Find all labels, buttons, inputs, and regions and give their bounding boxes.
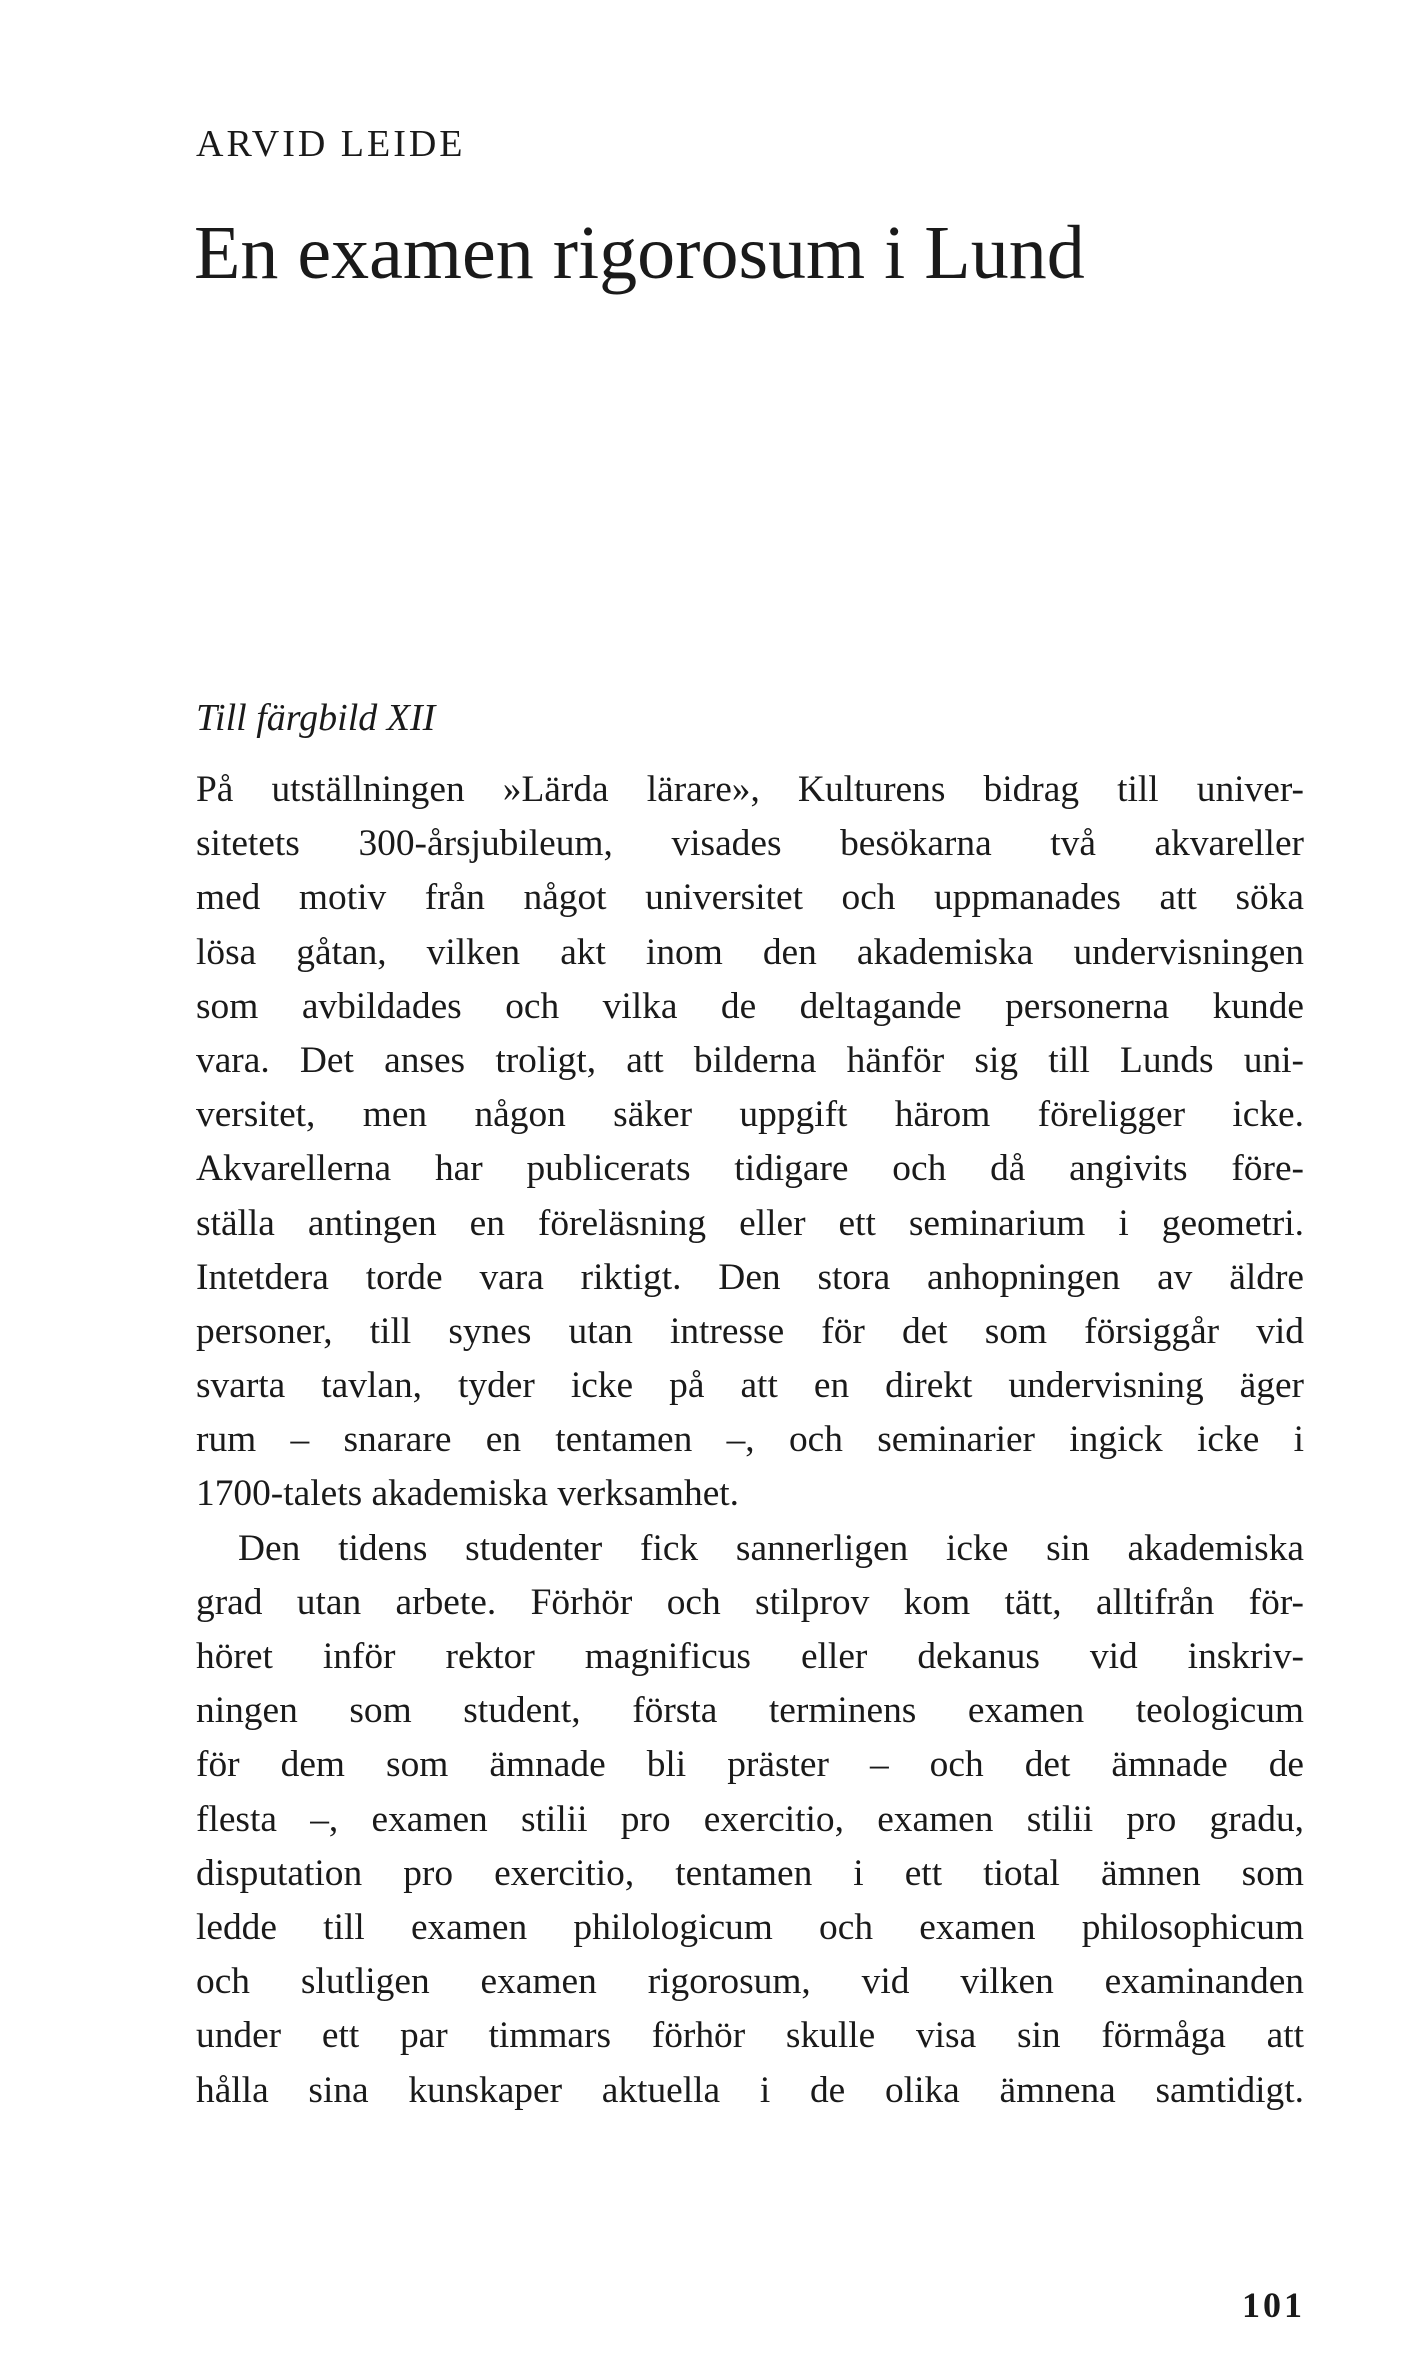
text-line: och slutligen examen rigorosum, vid vilken examinanden <box>196 1961 1304 2003</box>
paragraph-1 <box>196 763 1304 1522</box>
text-line: för dem som ämnade bli präster – och det ämnade de <box>196 1744 1304 1786</box>
text-line: På utställningen »Lärda lärare», Kulturens bidrag till univer- <box>196 769 1304 810</box>
text-line: hålla sina kunskaper aktuella i de olika ämnena samtidigt. <box>196 2069 1304 2111</box>
paragraph-2 <box>196 1522 1304 2118</box>
text-line: lösa gåtan, vilken akt inom den akademiska undervisningen <box>196 931 1304 973</box>
text-line: ställa antingen en föreläsning eller ett seminarium i geometri. <box>196 1202 1304 1244</box>
text-line: svarta tavlan, tyder icke på att en direkt undervisning äger <box>196 1365 1304 1407</box>
text-line: vara. Det anses troligt, att bilderna hänför sig till Lunds uni- <box>196 1039 1304 1081</box>
text-line: höret inför rektor magnificus eller dekanus vid inskriv- <box>196 1636 1304 1677</box>
page-number: 101 <box>1242 2285 1305 2325</box>
text-line: ningen som student, första terminens examen teologicum <box>196 1690 1304 1732</box>
text-line: 1700-talets akademiska verksamhet. <box>196 1473 740 1515</box>
text-line: som avbildades och vilka de deltagande personerna kunde <box>196 985 1304 1027</box>
text-line: rum – snarare en tentamen –, och seminarier ingick icke i <box>196 1419 1304 1461</box>
author-name: ARVID LEIDE <box>196 123 466 165</box>
body-text <box>196 763 1304 2118</box>
text-line: flesta –, examen stilii pro exercitio, examen stilii pro gradu, <box>196 1798 1304 1840</box>
text-line: under ett par timmars förhör skulle visa sin förmåga att <box>196 2015 1304 2057</box>
text-line: Den tidens studenter fick sannerligen icke sin akademiska <box>238 1527 1304 1569</box>
text-line: med motiv från något universitet och uppmanades att söka <box>196 877 1304 919</box>
text-line: ledde till examen philologicum och examen philosophicum <box>196 1906 1304 1948</box>
text-line: Akvarellerna har publicerats tidigare och då angivits före- <box>196 1148 1304 1190</box>
text-line: sitetets 300-årsjubileum, visades besökarna två akvareller <box>196 823 1304 865</box>
section-subtitle: Till färgbild XII <box>196 697 436 739</box>
text-line: disputation pro exercitio, tentamen i ett tiotal ämnen som <box>196 1852 1304 1894</box>
text-line: personer, till synes utan intresse för det som försiggår vid <box>196 1310 1304 1352</box>
article-title: En examen rigorosum i Lund <box>194 211 1085 295</box>
text-line: grad utan arbete. Förhör och stilprov kom tätt, alltifrån för- <box>196 1581 1304 1623</box>
text-line: Intetdera torde vara riktigt. Den stora anhopningen av äldre <box>196 1256 1304 1298</box>
text-line: versitet, men någon säker uppgift härom föreligger icke. <box>196 1094 1304 1136</box>
